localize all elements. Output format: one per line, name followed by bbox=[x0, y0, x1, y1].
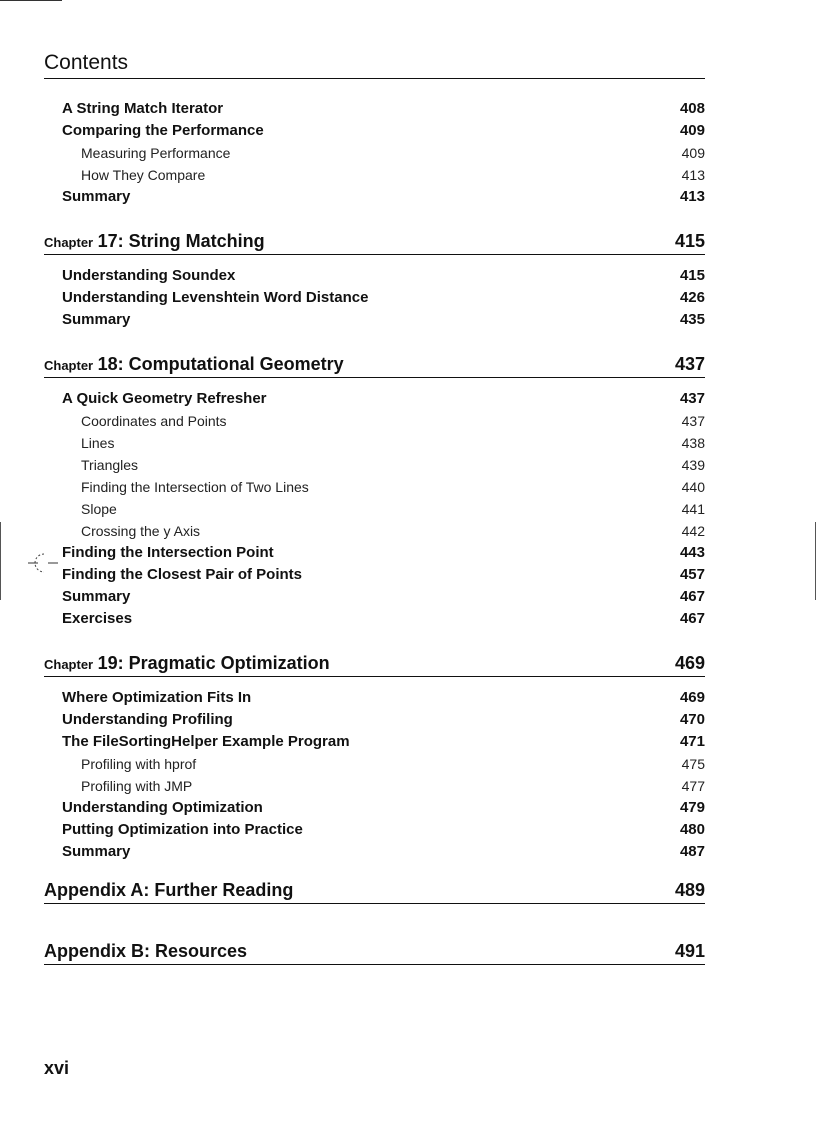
entry-page-number: 443 bbox=[679, 544, 705, 561]
toc-entry[interactable] bbox=[44, 841, 705, 863]
chapter-heading[interactable] bbox=[44, 650, 705, 677]
chapter-title bbox=[44, 650, 330, 678]
toc-subentry[interactable] bbox=[44, 164, 705, 186]
entry-page-number: 438 bbox=[681, 435, 705, 451]
entry-title: Exercises bbox=[62, 610, 133, 627]
entry-title: Lines bbox=[81, 435, 115, 451]
entry-page-number: 480 bbox=[679, 821, 705, 838]
appendix-heading[interactable] bbox=[44, 877, 705, 904]
table-of-contents bbox=[44, 98, 705, 965]
entry-title: A Quick Geometry Refresher bbox=[62, 390, 267, 407]
chapter-label: Chapter bbox=[44, 358, 94, 373]
toc-subentry[interactable] bbox=[44, 476, 705, 498]
entry-page-number: 440 bbox=[681, 479, 705, 495]
chapter-name: 18: Computational Geometry bbox=[97, 354, 344, 374]
entry-page-number: 467 bbox=[679, 610, 705, 627]
appendix-title: Appendix B: Resources bbox=[44, 941, 248, 961]
entry-title: Summary bbox=[62, 188, 131, 205]
entry-title: A String Match Iterator bbox=[62, 100, 224, 117]
toc-subentry[interactable] bbox=[44, 454, 705, 476]
chapter-label: Chapter bbox=[44, 235, 94, 250]
entry-title: Summary bbox=[62, 588, 131, 605]
entry-page-number: 441 bbox=[681, 501, 705, 517]
entry-title: Profiling with JMP bbox=[81, 778, 193, 794]
toc-entry[interactable] bbox=[44, 586, 705, 608]
entry-title: Putting Optimization into Practice bbox=[62, 821, 303, 838]
chapter-heading[interactable] bbox=[44, 351, 705, 378]
page-header bbox=[44, 50, 705, 79]
appendix-title: Appendix A: Further Reading bbox=[44, 880, 294, 900]
chapter-heading[interactable] bbox=[44, 228, 705, 255]
chapter-page-number: 437 bbox=[674, 354, 705, 374]
text-cursor-icon bbox=[28, 552, 58, 574]
entry-page-number: 408 bbox=[679, 100, 705, 117]
entry-page-number: 442 bbox=[681, 523, 705, 539]
entry-title: Finding the Closest Pair of Points bbox=[62, 566, 303, 583]
appendix-page-number: 491 bbox=[674, 941, 705, 961]
entry-page-number: 409 bbox=[681, 145, 705, 161]
toc-subentry[interactable] bbox=[44, 142, 705, 164]
entry-page-number: 469 bbox=[679, 689, 705, 706]
entry-page-number: 457 bbox=[679, 566, 705, 583]
page-number: xvi bbox=[44, 1058, 70, 1078]
entry-title: Finding the Intersection Point bbox=[62, 544, 274, 561]
entry-page-number: 413 bbox=[679, 188, 705, 205]
toc-entry[interactable] bbox=[44, 687, 705, 709]
chapter-name: 19: Pragmatic Optimization bbox=[97, 653, 330, 673]
entry-title: How They Compare bbox=[81, 167, 206, 183]
entry-page-number: 471 bbox=[679, 733, 705, 750]
left-crop-mark bbox=[0, 522, 1, 600]
entry-page-number: 435 bbox=[679, 311, 705, 328]
toc-subentry[interactable] bbox=[44, 498, 705, 520]
toc-entry[interactable] bbox=[44, 309, 705, 331]
entry-title: Where Optimization Fits In bbox=[62, 689, 252, 706]
toc-entry[interactable] bbox=[44, 731, 705, 753]
entry-title: Summary bbox=[62, 843, 131, 860]
entry-page-number: 477 bbox=[681, 778, 705, 794]
toc-subentry[interactable] bbox=[44, 410, 705, 432]
entry-title: Crossing the y Axis bbox=[81, 523, 201, 539]
entry-page-number: 426 bbox=[679, 289, 705, 306]
entry-title: Coordinates and Points bbox=[81, 413, 227, 429]
toc-subentry[interactable] bbox=[44, 753, 705, 775]
entry-page-number: 470 bbox=[679, 711, 705, 728]
toc-entry[interactable] bbox=[44, 186, 705, 208]
toc-subentry[interactable] bbox=[44, 520, 705, 542]
entry-page-number: 409 bbox=[679, 122, 705, 139]
chapter-name: 17: String Matching bbox=[97, 231, 265, 251]
chapter-page-number: 415 bbox=[674, 231, 705, 251]
entry-title: Understanding Profiling bbox=[62, 711, 233, 728]
toc-subentry[interactable] bbox=[44, 432, 705, 454]
entry-page-number: 475 bbox=[681, 756, 705, 772]
toc-entry[interactable] bbox=[44, 265, 705, 287]
entry-title: Comparing the Performance bbox=[62, 122, 264, 139]
toc-entry[interactable] bbox=[44, 388, 705, 410]
entry-page-number: 437 bbox=[681, 413, 705, 429]
toc-entry[interactable] bbox=[44, 819, 705, 841]
toc-entry[interactable] bbox=[44, 564, 705, 586]
page-title: Contents bbox=[44, 51, 129, 74]
entry-page-number: 479 bbox=[679, 799, 705, 816]
entry-title: Understanding Optimization bbox=[62, 799, 263, 816]
toc-entry[interactable] bbox=[44, 287, 705, 309]
corner-crop-mark bbox=[0, 0, 62, 5]
entry-title: Profiling with hprof bbox=[81, 756, 197, 772]
chapter-label: Chapter bbox=[44, 657, 94, 672]
chapter-page-number: 469 bbox=[674, 653, 705, 673]
toc-entry[interactable] bbox=[44, 120, 705, 142]
entry-title: Finding the Intersection of Two Lines bbox=[81, 479, 309, 495]
toc-entry[interactable] bbox=[44, 98, 705, 120]
entry-page-number: 413 bbox=[681, 167, 705, 183]
entry-title: Triangles bbox=[81, 457, 139, 473]
entry-title: Understanding Levenshtein Word Distance bbox=[62, 289, 369, 306]
entry-page-number: 439 bbox=[681, 457, 705, 473]
toc-subentry[interactable] bbox=[44, 775, 705, 797]
chapter-title bbox=[44, 351, 344, 379]
entry-page-number: 467 bbox=[679, 588, 705, 605]
entry-title: Slope bbox=[81, 501, 117, 517]
toc-entry[interactable] bbox=[44, 608, 705, 630]
appendix-page-number: 489 bbox=[674, 880, 705, 900]
entry-page-number: 487 bbox=[679, 843, 705, 860]
toc-entry[interactable] bbox=[44, 797, 705, 819]
entry-title: Summary bbox=[62, 311, 131, 328]
entry-title: Understanding Soundex bbox=[62, 267, 236, 284]
toc-entry[interactable] bbox=[44, 542, 705, 564]
entry-title: The FileSortingHelper Example Program bbox=[62, 733, 350, 750]
appendix-heading[interactable] bbox=[44, 938, 705, 965]
entry-page-number: 437 bbox=[679, 390, 705, 407]
entry-page-number: 415 bbox=[679, 267, 705, 284]
chapter-title bbox=[44, 228, 265, 256]
entry-title: Measuring Performance bbox=[81, 145, 231, 161]
toc-entry[interactable] bbox=[44, 709, 705, 731]
